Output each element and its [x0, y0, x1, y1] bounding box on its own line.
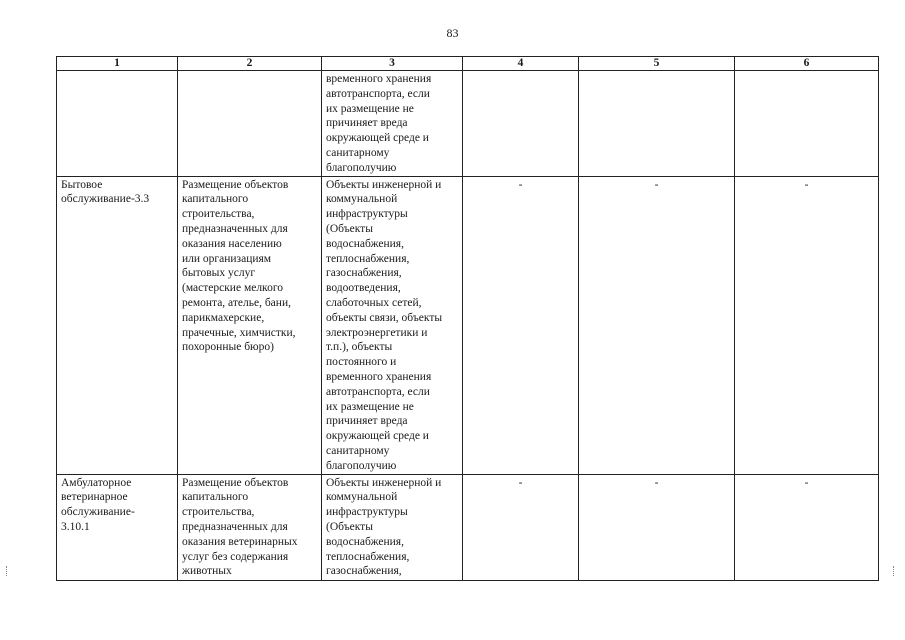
column-header-2: 2: [178, 57, 322, 71]
table-cell: [735, 474, 879, 580]
column-header-5: 5: [579, 57, 735, 71]
scan-margin-mark-right: [893, 566, 896, 576]
cell-text: -: [804, 178, 809, 191]
table-cell: [579, 474, 735, 580]
table-cell: [463, 71, 579, 177]
column-header-4: 4: [463, 57, 579, 71]
column-header-6: 6: [735, 57, 879, 71]
cell-text: -: [518, 178, 523, 191]
cell-text: Размещение объектов капитального строительства, предназначенных для оказания населению или организациям бытовых услуг (мастерские мелкого ремонта, ателье, бани, парикмахерские, прачечные, химчистки, похоронные бюро): [182, 178, 296, 354]
table-cell: [579, 176, 735, 474]
cell-text: Объекты инженерной и коммунальной инфраструктуры (Объекты водоснабжения, теплоснабжения, газоснабжения, водоотведения, слаботочных сетей, объекты связи, объекты электроэнергетики и т.п.), объекты постоянного и временного хранения автотранспорта, если их размещение не причиняет вреда окружающей среде и санитарному благополучию: [326, 178, 443, 472]
cell-text: Размещение объектов капитального строительства, предназначенных для оказания ветеринарных услуг без содержания животных: [182, 476, 298, 578]
table-cell: [322, 474, 463, 580]
table-cell: [57, 474, 178, 580]
page-number: 83: [446, 26, 459, 40]
table-cell: [735, 71, 879, 177]
column-header-1: 1: [57, 57, 178, 71]
table-cell: [579, 71, 735, 177]
cell-text: Амбулаторное ветеринарное обслуживание- 3.10.1: [61, 476, 135, 533]
table-cell: [178, 176, 322, 474]
table-cell: [463, 474, 579, 580]
cell-text: временного хранения автотранспорта, если их размещение не причиняет вреда окружающей среде и санитарному благополучию: [326, 73, 432, 174]
cell-text: Бытовое обслуживание-3.3: [61, 178, 150, 206]
cell-text: Объекты инженерной и коммунальной инфраструктуры (Объекты водоснабжения, теплоснабжения, газоснабжения,: [326, 476, 442, 578]
land-use-table: [56, 56, 879, 581]
table-cell: [178, 71, 322, 177]
column-header-3: 3: [322, 57, 463, 71]
table-cell: [178, 474, 322, 580]
cell-text: -: [804, 476, 809, 489]
table-cell: [463, 176, 579, 474]
table-cell: [735, 176, 879, 474]
table-cell: [57, 176, 178, 474]
table-header-row: [57, 57, 879, 71]
table-row: [57, 474, 879, 580]
table-cell: [322, 176, 463, 474]
table-cell: [322, 71, 463, 177]
cell-text: -: [518, 476, 523, 489]
cell-text: -: [654, 178, 659, 191]
cell-text: -: [654, 476, 659, 489]
scan-margin-mark-left: [6, 566, 9, 576]
table-row: [57, 71, 879, 177]
table-cell: [57, 71, 178, 177]
table-row: [57, 176, 879, 474]
